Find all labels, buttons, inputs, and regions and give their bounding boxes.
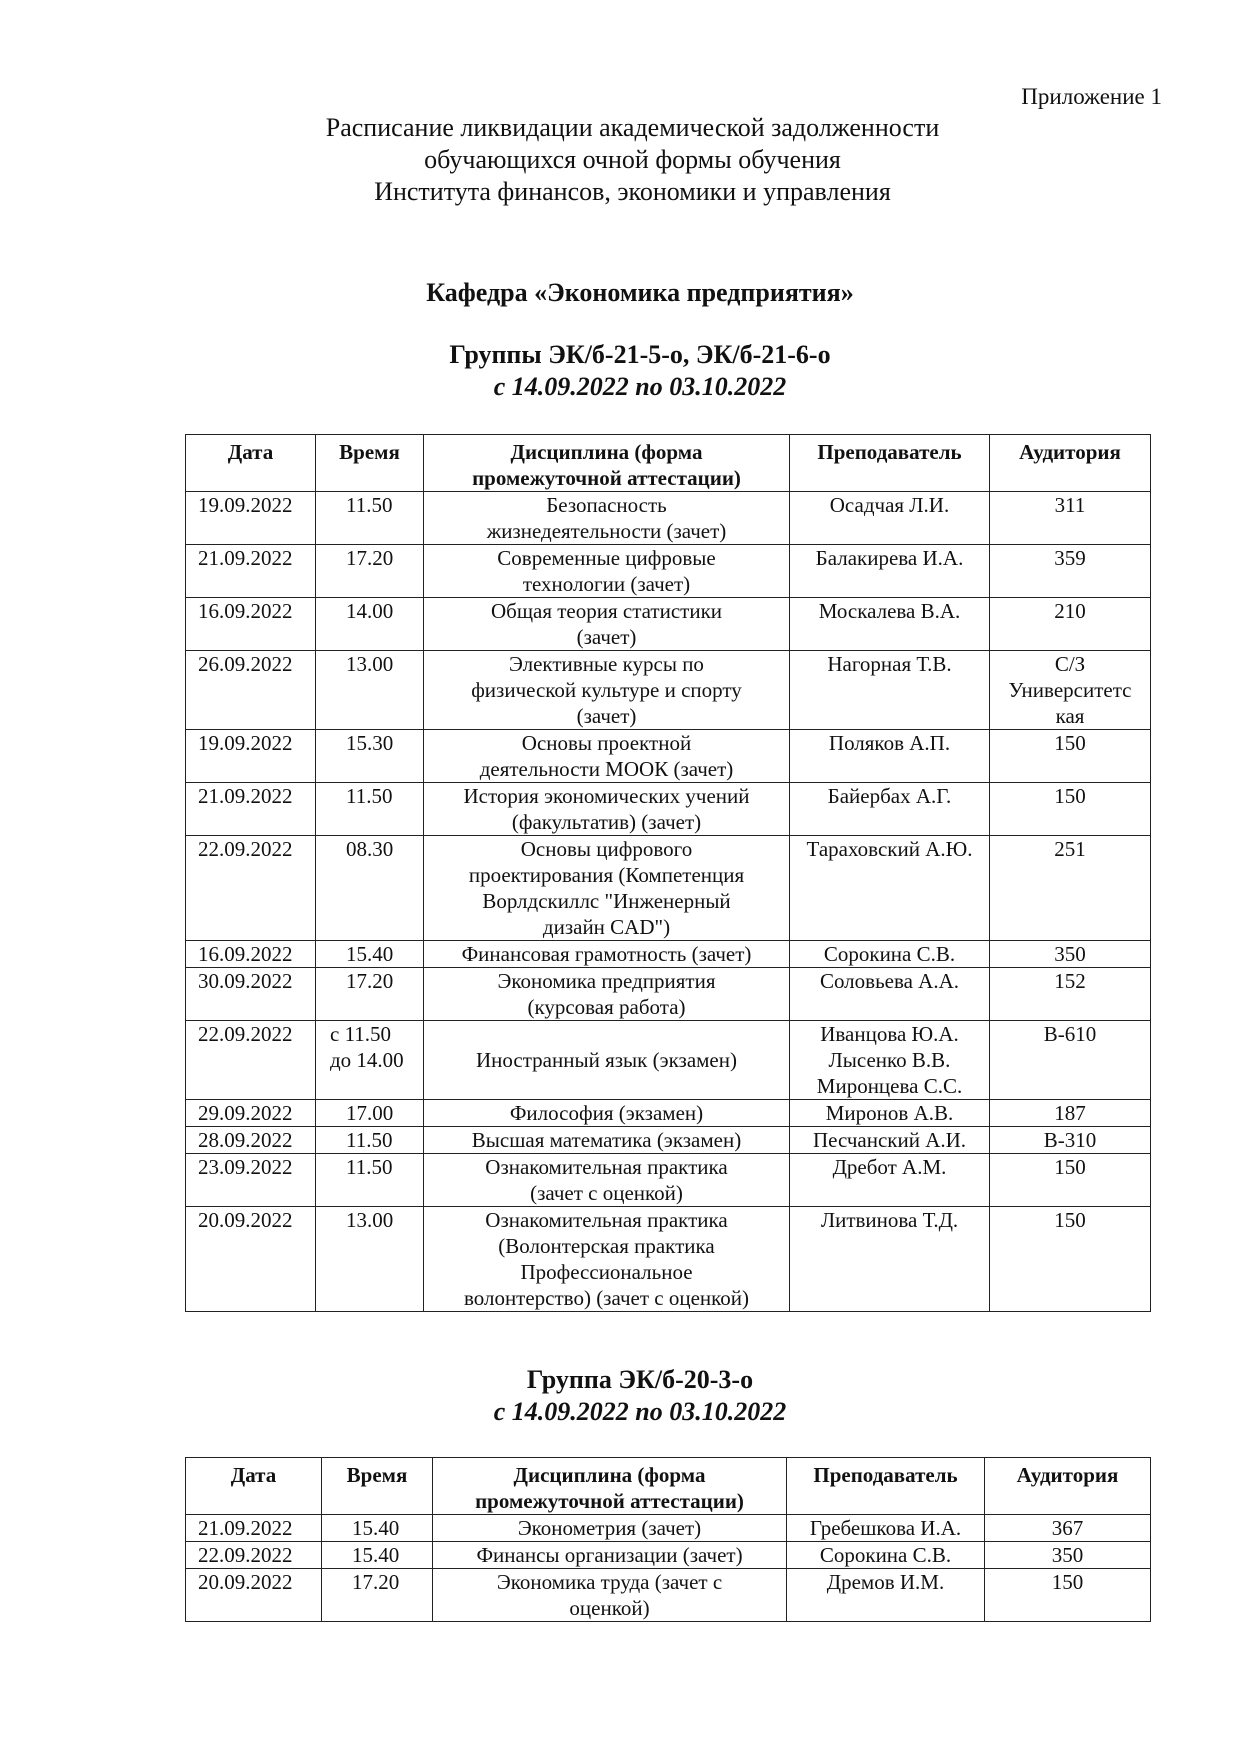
cell-teacher: Сорокина С.В. xyxy=(790,941,990,968)
cell-time: 11.50 xyxy=(316,783,424,836)
table-row xyxy=(186,836,1151,941)
cell-date: 19.09.2022 xyxy=(186,730,316,783)
cell-discipline: Финансовая грамотность (зачет) xyxy=(424,941,790,968)
table-row xyxy=(186,783,1151,836)
table-row xyxy=(186,1569,1151,1622)
cell-date: 16.09.2022 xyxy=(186,598,316,651)
cell-date: 20.09.2022 xyxy=(186,1569,322,1622)
group2-rows xyxy=(186,1515,1151,1622)
cell-room: 350 xyxy=(985,1542,1151,1569)
title-line-3: Института финансов, экономики и управления xyxy=(374,177,891,206)
cell-teacher: Гребешкова И.А. xyxy=(787,1515,985,1542)
cell-teacher: Иванцова Ю.А. Лысенко В.В. Миронцева С.С. xyxy=(790,1021,990,1100)
cell-time: 15.30 xyxy=(316,730,424,783)
table-row xyxy=(186,1154,1151,1207)
cell-teacher: Байербах А.Г. xyxy=(790,783,990,836)
cell-teacher: Дребот А.М. xyxy=(790,1154,990,1207)
cell-time: 17.00 xyxy=(316,1100,424,1127)
cell-time: 15.40 xyxy=(316,941,424,968)
cell-teacher: Тараховский А.Ю. xyxy=(790,836,990,941)
cell-room: 311 xyxy=(990,492,1151,545)
group2-title: Группа ЭК/б-20-3-о xyxy=(526,1365,754,1394)
col-room: Аудитория xyxy=(990,435,1151,492)
table-row xyxy=(186,941,1151,968)
table-row xyxy=(186,492,1151,545)
cell-date: 21.09.2022 xyxy=(186,1515,322,1542)
table-header-row xyxy=(186,1458,1151,1515)
cell-room: 350 xyxy=(990,941,1151,968)
cell-discipline: Иностранный язык (экзамен) xyxy=(424,1021,790,1100)
cell-date: 22.09.2022 xyxy=(186,1021,316,1100)
title-line-1: Расписание ликвидации академической задолженности xyxy=(325,113,940,142)
cell-room: 210 xyxy=(990,598,1151,651)
cell-date: 30.09.2022 xyxy=(186,968,316,1021)
cell-date: 16.09.2022 xyxy=(186,941,316,968)
col-teacher: Преподаватель xyxy=(787,1458,985,1515)
cell-date: 19.09.2022 xyxy=(186,492,316,545)
cell-room: 150 xyxy=(990,730,1151,783)
cell-discipline: Общая теория статистики (зачет) xyxy=(424,598,790,651)
table-row xyxy=(186,730,1151,783)
table-row xyxy=(186,545,1151,598)
appendix-label: Приложение 1 xyxy=(1021,84,1162,109)
col-time: Время xyxy=(322,1458,433,1515)
cell-discipline: Экономика предприятия (курсовая работа) xyxy=(424,968,790,1021)
cell-discipline: Ознакомительная практика (зачет с оценкой) xyxy=(424,1154,790,1207)
cell-room: 367 xyxy=(985,1515,1151,1542)
cell-discipline: Высшая математика (экзамен) xyxy=(424,1127,790,1154)
cell-room: 150 xyxy=(990,783,1151,836)
col-discipline: Дисциплина (форма промежуточной аттестации) xyxy=(433,1458,787,1515)
cell-time: 13.00 xyxy=(316,1207,424,1312)
table-header-row xyxy=(186,435,1151,492)
cell-room: В-310 xyxy=(990,1127,1151,1154)
cell-teacher: Соловьева А.А. xyxy=(790,968,990,1021)
cell-time: 17.20 xyxy=(322,1569,433,1622)
group1-rows xyxy=(186,492,1151,1312)
cell-time: 08.30 xyxy=(316,836,424,941)
cell-teacher: Литвинова Т.Д. xyxy=(790,1207,990,1312)
col-date: Дата xyxy=(186,1458,322,1515)
cell-date: 29.09.2022 xyxy=(186,1100,316,1127)
cell-date: 22.09.2022 xyxy=(186,1542,322,1569)
cell-discipline: Современные цифровые технологии (зачет) xyxy=(424,545,790,598)
cell-time: 15.40 xyxy=(322,1515,433,1542)
cell-time: 15.40 xyxy=(322,1542,433,1569)
department-heading: Кафедра «Экономика предприятия» xyxy=(426,278,854,307)
cell-discipline: История экономических учений (факультатив) (зачет) xyxy=(424,783,790,836)
cell-date: 21.09.2022 xyxy=(186,545,316,598)
table-row xyxy=(186,1542,1151,1569)
table-row xyxy=(186,1515,1151,1542)
title-line-2: обучающихся очной формы обучения xyxy=(424,145,841,174)
cell-room: 187 xyxy=(990,1100,1151,1127)
document-title xyxy=(0,112,1240,208)
cell-discipline: Эконометрия (зачет) xyxy=(433,1515,787,1542)
cell-room: 251 xyxy=(990,836,1151,941)
cell-room: 359 xyxy=(990,545,1151,598)
cell-room: 150 xyxy=(990,1154,1151,1207)
cell-date: 23.09.2022 xyxy=(186,1154,316,1207)
table-row xyxy=(186,651,1151,730)
cell-discipline: Элективные курсы по физической культуре и спорту (зачет) xyxy=(424,651,790,730)
table-row xyxy=(186,598,1151,651)
cell-discipline: Безопасность жизнедеятельности (зачет) xyxy=(424,492,790,545)
cell-time: 11.50 xyxy=(316,1127,424,1154)
col-teacher: Преподаватель xyxy=(790,435,990,492)
cell-date: 28.09.2022 xyxy=(186,1127,316,1154)
cell-room: 152 xyxy=(990,968,1151,1021)
cell-time: 17.20 xyxy=(316,968,424,1021)
cell-time: 17.20 xyxy=(316,545,424,598)
cell-room: 150 xyxy=(985,1569,1151,1622)
cell-date: 20.09.2022 xyxy=(186,1207,316,1312)
cell-room: В-610 xyxy=(990,1021,1151,1100)
group1-title: Группы ЭК/б-21-5-о, ЭК/б-21-6-о xyxy=(449,340,831,369)
cell-discipline: Ознакомительная практика (Волонтерская практика Профессиональное волонтерство) (зачет с оценкой) xyxy=(424,1207,790,1312)
cell-teacher: Балакирева И.А. xyxy=(790,545,990,598)
cell-teacher: Москалева В.А. xyxy=(790,598,990,651)
cell-room: 150 xyxy=(990,1207,1151,1312)
col-room: Аудитория xyxy=(985,1458,1151,1515)
group2-period: с 14.09.2022 по 03.10.2022 xyxy=(493,1397,787,1426)
cell-room: С/З Университетс кая xyxy=(990,651,1151,730)
cell-discipline: Философия (экзамен) xyxy=(424,1100,790,1127)
cell-teacher: Нагорная Т.В. xyxy=(790,651,990,730)
cell-time: 11.50 xyxy=(316,492,424,545)
group1-period: с 14.09.2022 по 03.10.2022 xyxy=(493,372,787,401)
cell-date: 22.09.2022 xyxy=(186,836,316,941)
col-discipline: Дисциплина (форма промежуточной аттестации) xyxy=(424,435,790,492)
cell-teacher: Осадчая Л.И. xyxy=(790,492,990,545)
cell-time: 11.50 xyxy=(316,1154,424,1207)
cell-teacher: Песчанский А.И. xyxy=(790,1127,990,1154)
cell-date: 26.09.2022 xyxy=(186,651,316,730)
cell-teacher: Сорокина С.В. xyxy=(787,1542,985,1569)
table-row xyxy=(186,1127,1151,1154)
cell-discipline: Основы проектной деятельности МООК (зачет) xyxy=(424,730,790,783)
cell-date: 21.09.2022 xyxy=(186,783,316,836)
cell-discipline: Финансы организации (зачет) xyxy=(433,1542,787,1569)
table-row xyxy=(186,1100,1151,1127)
cell-time: 14.00 xyxy=(316,598,424,651)
schedule-table-group1 xyxy=(185,434,1151,1312)
cell-discipline: Экономика труда (зачет с оценкой) xyxy=(433,1569,787,1622)
cell-teacher: Миронов А.В. xyxy=(790,1100,990,1127)
table-row xyxy=(186,968,1151,1021)
cell-time: с 11.50 до 14.00 xyxy=(316,1021,424,1100)
col-date: Дата xyxy=(186,435,316,492)
cell-discipline: Основы цифрового проектирования (Компетенция Ворлдскиллс "Инженерный дизайн CAD") xyxy=(424,836,790,941)
col-time: Время xyxy=(316,435,424,492)
schedule-table-group2 xyxy=(185,1457,1151,1622)
cell-time: 13.00 xyxy=(316,651,424,730)
table-row xyxy=(186,1021,1151,1100)
cell-teacher: Дремов И.М. xyxy=(787,1569,985,1622)
cell-teacher: Поляков А.П. xyxy=(790,730,990,783)
table-row xyxy=(186,1207,1151,1312)
